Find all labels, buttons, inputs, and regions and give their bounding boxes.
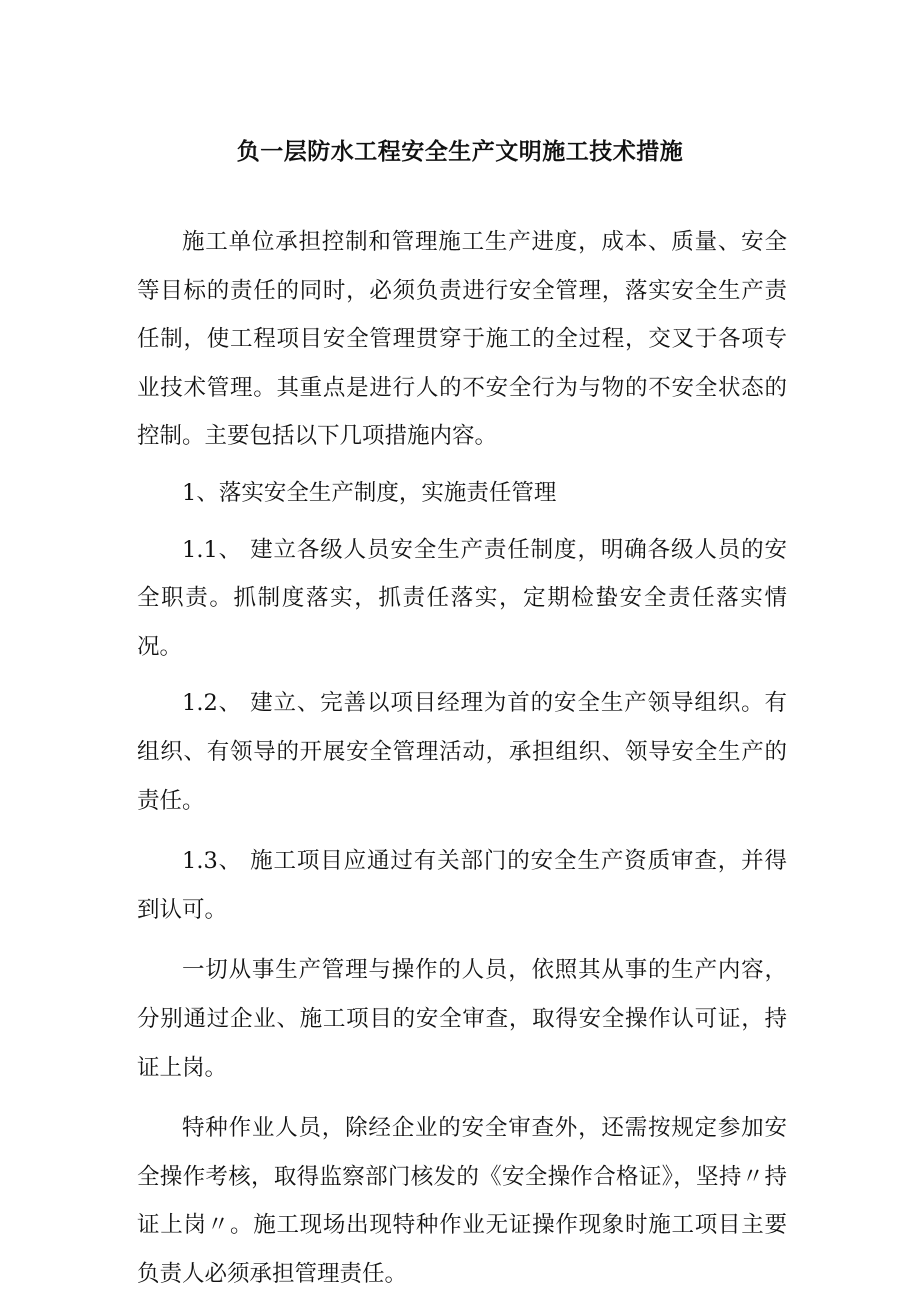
document-title: 负一层防水工程安全生产文明施工技术措施 (236, 139, 684, 165)
paragraph-1-3: 1.3、 施工项目应通过有关部门的安全生产资质审查，并得到认可。 (137, 848, 787, 923)
document-body (137, 218, 787, 1298)
paragraph-intro: 施工单位承担控制和管理施工生产进度，成本、质量、安全等目标的责任的同时，必须负责进行安全管理，落实安全生产责任制，使工程项目安全管理贯穿于施工的全过程，交叉于各项专业技术管理。其重点是进行人的不安全行为与物的不安全状态的控制。主要包括以下几项措施内容。 (137, 229, 787, 450)
paragraph-certification: 一切从事生产管理与操作的人员，依照其从事的生产内容，分别通过企业、施工项目的安全审查，取得安全操作认可证，持证上岗。 (137, 957, 787, 1081)
paragraph-special-workers: 特种作业人员，除经企业的安全审查外，还需按规定参加安全操作考核，取得监察部门核发的《安全操作合格证》，坚持〃持证上岗〃。施工现场出现特种作业无证操作现象时施工项目主要负责人必须承担管理责任。 (137, 1115, 787, 1287)
paragraph-1-1: 1.1、 建立各级人员安全生产责任制度，明确各级人员的安全职责。抓制度落实，抓责任落实，定期检蛰安全责任落实情况。 (137, 536, 787, 660)
paragraph-1-2: 1.2、 建立、完善以项目经理为首的安全生产领导组织。有组织、有领导的开展安全管理活动，承担组织、领导安全生产的责任。 (137, 690, 787, 814)
paragraph-section-1: 1、落实安全生产制度，实施责任管理 (182, 479, 557, 506)
